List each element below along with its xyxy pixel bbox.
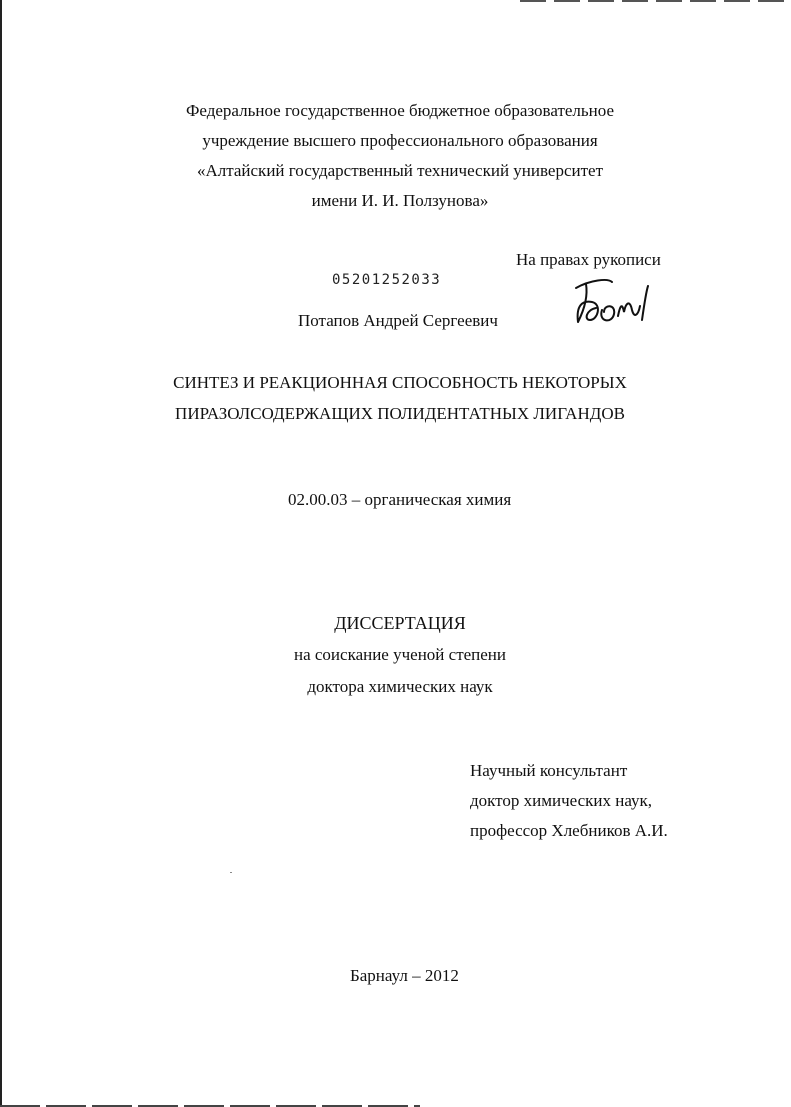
document-type: ДИССЕРТАЦИЯ [334, 613, 466, 633]
institution-line: Федеральное государственное бюджетное образовательное [185, 101, 615, 120]
author-name: Потапов Андрей Сергеевич [298, 311, 498, 330]
scientific-consultant [470, 756, 668, 846]
consultant-name: профессор Хлебников А.И. [470, 821, 668, 840]
institution-line: учреждение высшего профессионального образования [202, 131, 598, 150]
consultant-degree: доктор химических наук, [470, 791, 653, 810]
title-line: СИНТЕЗ И РЕАКЦИОННАЯ СПОСОБНОСТЬ НЕКОТОРЫХ [173, 373, 627, 392]
author-signature [568, 276, 658, 330]
archive-code: 05201252033 [332, 272, 442, 288]
manuscript-rights: На правах рукописи [516, 250, 661, 269]
dissertation-title [100, 367, 700, 429]
degree-block [200, 607, 600, 703]
degree-line: доктора химических наук [307, 677, 493, 696]
institution-block [100, 96, 700, 216]
title-line: ПИРАЗОЛСОДЕРЖАЩИХ ПОЛИДЕНТАТНЫХ ЛИГАНДОВ [175, 404, 625, 423]
scan-edge-left [0, 0, 2, 1107]
institution-line: имени И. И. Ползунова» [311, 191, 489, 210]
scan-speck [230, 872, 232, 873]
degree-line: на соискание ученой степени [293, 645, 507, 664]
specialty-code: 02.00.03 – органическая химия [288, 490, 512, 509]
institution-line: «Алтайский государственный технический университет [196, 161, 604, 180]
consultant-role: Научный консультант [470, 761, 628, 780]
scan-edge-top [520, 0, 791, 2]
city-year: Барнаул – 2012 [350, 966, 459, 985]
